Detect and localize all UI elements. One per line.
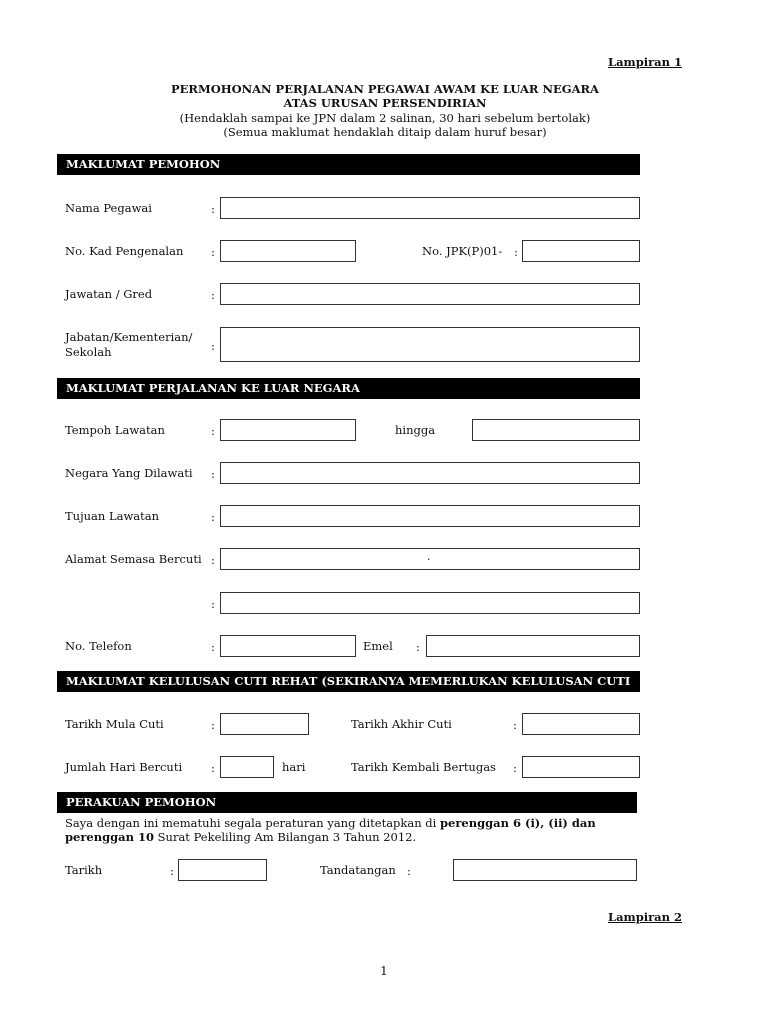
jawatan-gred-field[interactable] <box>220 283 640 305</box>
section-maklumat-pemohon: MAKLUMAT PEMOHON <box>57 154 640 175</box>
colon: : <box>407 864 411 878</box>
telefon-field[interactable] <box>220 635 356 657</box>
form-instruction-2: (Semua maklumat hendaklah ditaip dalam huruf besar) <box>223 125 547 139</box>
colon: : <box>211 245 215 259</box>
kad-pengenalan-field[interactable] <box>220 240 356 262</box>
colon: : <box>211 553 215 567</box>
colon: : <box>211 510 215 524</box>
colon: : <box>514 245 518 259</box>
colon: : <box>211 288 215 302</box>
declaration-part-2: perenggan 6 (i), (ii) dan perenggan 10 <box>65 816 596 844</box>
label-tarikh-kembali: Tarikh Kembali Bertugas <box>351 760 496 774</box>
form-subtitle: ATAS URUSAN PERSENDIRIAN <box>283 96 487 110</box>
label-jpk: No. JPK(P)01- <box>422 244 503 258</box>
declaration-part-3: Surat Pekeliling Am Bilangan 3 Tahun 2012. <box>154 830 417 844</box>
label-telefon: No. Telefon <box>65 639 132 653</box>
lampiran-1-label: Lampiran 1 <box>608 55 682 69</box>
tandatangan-field[interactable] <box>453 859 637 881</box>
page-number: 1 <box>380 964 388 978</box>
tarikh-akhir-field[interactable] <box>522 713 640 735</box>
section-perakuan: PERAKUAN PEMOHON <box>57 792 637 813</box>
colon: : <box>416 640 420 654</box>
emel-field[interactable] <box>426 635 640 657</box>
colon: : <box>211 339 215 353</box>
colon: : <box>211 424 215 438</box>
label-hari: hari <box>282 760 306 774</box>
label-alamat: Alamat Semasa Bercuti <box>65 552 202 566</box>
jabatan-field[interactable] <box>220 327 640 362</box>
label-tarikh-mula: Tarikh Mula Cuti <box>65 717 164 731</box>
tempoh-dari-field[interactable] <box>220 419 356 441</box>
label-tarikh-akhir: Tarikh Akhir Cuti <box>351 717 452 731</box>
declaration-part-1: Saya dengan ini mematuhi segala peraturan yang ditetapkan di <box>65 816 440 830</box>
label-tempoh-lawatan: Tempoh Lawatan <box>65 423 165 437</box>
label-tarikh: Tarikh <box>65 863 103 877</box>
colon: : <box>211 202 215 216</box>
tempoh-hingga-field[interactable] <box>472 419 640 441</box>
jpk-field[interactable] <box>522 240 640 262</box>
jumlah-hari-field[interactable] <box>220 756 274 778</box>
alamat-value: . <box>427 550 431 563</box>
label-jabatan-line2: Sekolah <box>65 345 112 359</box>
colon: : <box>170 864 174 878</box>
label-jabatan-line1: Jabatan/Kementerian/ <box>65 330 193 344</box>
label-tandatangan: Tandatangan <box>320 863 396 877</box>
tujuan-field[interactable] <box>220 505 640 527</box>
label-jawatan-gred: Jawatan / Gred <box>65 287 153 301</box>
tarikh-field[interactable] <box>178 859 267 881</box>
colon: : <box>211 467 215 481</box>
section-maklumat-perjalanan: MAKLUMAT PERJALANAN KE LUAR NEGARA <box>57 378 640 399</box>
label-kad-pengenalan: No. Kad Pengenalan <box>65 244 184 258</box>
lampiran-2-label: Lampiran 2 <box>608 910 682 924</box>
colon: : <box>211 597 215 611</box>
tarikh-mula-field[interactable] <box>220 713 309 735</box>
alamat-field-2[interactable] <box>220 592 640 614</box>
form-title: PERMOHONAN PERJALANAN PEGAWAI AWAM KE LUAR NEGARA <box>171 82 599 96</box>
colon: : <box>513 718 517 732</box>
label-negara: Negara Yang Dilawati <box>65 466 193 480</box>
label-nama-pegawai: Nama Pegawai <box>65 201 152 215</box>
alamat-field-1[interactable] <box>220 548 640 570</box>
label-hingga: hingga <box>395 423 436 437</box>
tarikh-kembali-field[interactable] <box>522 756 640 778</box>
negara-field[interactable] <box>220 462 640 484</box>
colon: : <box>513 761 517 775</box>
colon: : <box>211 761 215 775</box>
nama-pegawai-field[interactable] <box>220 197 640 219</box>
declaration-text <box>65 816 635 844</box>
label-emel: Emel <box>363 639 393 653</box>
colon: : <box>211 640 215 654</box>
form-instruction-1: (Hendaklah sampai ke JPN dalam 2 salinan, 30 hari sebelum bertolak) <box>179 111 591 125</box>
section-kelulusan-cuti: MAKLUMAT KELULUSAN CUTI REHAT (SEKIRANYA MEMERLUKAN KELULUSAN CUTI REHAT) <box>57 671 640 692</box>
colon: : <box>211 718 215 732</box>
label-jumlah-hari: Jumlah Hari Bercuti <box>65 760 183 774</box>
label-tujuan: Tujuan Lawatan <box>65 509 160 523</box>
